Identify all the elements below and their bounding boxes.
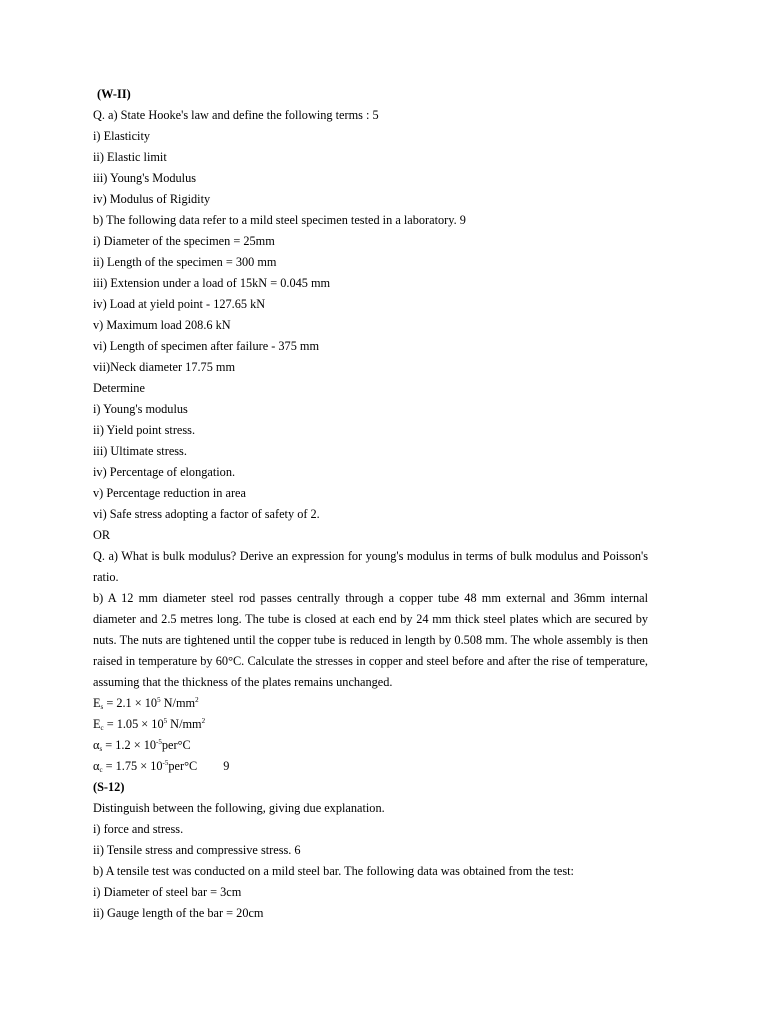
find-item: vi) Safe stress adopting a factor of safety of 2. — [93, 507, 320, 521]
eq-subscript: s — [100, 703, 104, 711]
eq-value: = 1.05 × 10 — [103, 717, 164, 731]
marks-label: 9 — [223, 759, 230, 773]
eq-unit-exponent: 2 — [195, 696, 199, 704]
find-item: iv) Percentage of elongation. — [93, 465, 236, 479]
eq-exponent: 5 — [163, 717, 168, 725]
data-item: v) Maximum load 208.6 kN — [93, 318, 231, 332]
tensile-test-intro: b) A tensile test was conducted on a mild steel bar. The following data was obtained from the test: — [93, 864, 574, 878]
eq-subscript: c — [100, 724, 104, 732]
eq-subscript: c — [99, 766, 103, 774]
data-item: iv) Load at yield point - 127.65 kN — [93, 297, 266, 311]
distinguish-item: ii) Tensile stress and compressive stress. 6 — [93, 843, 301, 857]
eq-unit: per°C — [161, 738, 191, 752]
eq-symbol: α — [93, 738, 100, 752]
equation-alpha-c — [93, 756, 648, 777]
eq-exponent: 5 — [157, 696, 161, 704]
eq-exponent: -5 — [162, 759, 169, 767]
question-2b-line: raised in temperature by 60°C. Calculate the stresses in copper and steel before and after the rise of temperature, — [93, 654, 648, 668]
question-2b-line: diameter and 2.5 metres long. The tube is closed at each end by 24 mm thick steel plates which are secured by — [93, 612, 648, 626]
question-2a-cont: ratio. — [93, 570, 119, 584]
eq-symbol: α — [93, 759, 100, 773]
term-item: iv) Modulus of Rigidity — [93, 192, 211, 206]
equation-alpha-s — [93, 735, 648, 756]
term-item: ii) Elastic limit — [93, 150, 167, 164]
or-separator: OR — [93, 528, 111, 542]
data-item: iii) Extension under a load of 15kN = 0.045 mm — [93, 276, 331, 290]
equation-es — [93, 693, 648, 714]
term-item: i) Elasticity — [93, 129, 151, 143]
eq-value: = 2.1 × 10 — [103, 696, 158, 710]
data-item: i) Diameter of steel bar = 3cm — [93, 885, 242, 899]
find-item: ii) Yield point stress. — [93, 423, 196, 437]
document-page — [93, 84, 648, 924]
distinguish-intro: Distinguish between the following, giving due explanation. — [93, 801, 385, 815]
data-item: ii) Gauge length of the bar = 20cm — [93, 906, 264, 920]
eq-exponent: -5 — [156, 738, 162, 746]
question-2b-line: nuts. The nuts are tightened until the copper tube is reduced in length by 0.508 mm. The whole assembly is then — [93, 633, 648, 647]
eq-symbol: E — [93, 696, 101, 710]
section-heading-w2: (W-II) — [97, 87, 131, 101]
data-item: i) Diameter of the specimen = 25mm — [93, 234, 275, 248]
question-2b-line: assuming that the thickness of the plates remains unchanged. — [93, 675, 393, 689]
eq-unit: N/mm — [160, 696, 196, 710]
question-2a: Q. a) What is bulk modulus? Derive an expression for young's modulus in terms of bulk modulus and Poisson's — [93, 549, 648, 563]
question-1a: Q. a) State Hooke's law and define the following terms : 5 — [93, 108, 379, 122]
question-1b: b) The following data refer to a mild steel specimen tested in a laboratory. 9 — [93, 213, 466, 227]
distinguish-item: i) force and stress. — [93, 822, 184, 836]
find-item: i) Young's modulus — [93, 402, 188, 416]
eq-value: = 1.75 × 10 — [102, 759, 163, 773]
find-item: v) Percentage reduction in area — [93, 486, 246, 500]
eq-subscript: s — [99, 745, 103, 753]
data-item: vii)Neck diameter 17.75 mm — [93, 360, 236, 374]
data-item: vi) Length of specimen after failure - 375 mm — [93, 339, 320, 353]
eq-unit-exponent: 2 — [201, 717, 206, 725]
eq-symbol: E — [93, 717, 101, 731]
find-item: iii) Ultimate stress. — [93, 444, 187, 458]
question-2b-line: b) A 12 mm diameter steel rod passes centrally through a copper tube 48 mm external and 36mm internal — [93, 591, 648, 605]
equation-ec — [93, 714, 648, 735]
eq-unit: N/mm — [167, 717, 202, 731]
section-heading-s12: (S-12) — [93, 780, 125, 794]
term-item: iii) Young's Modulus — [93, 171, 197, 185]
eq-value: = 1.2 × 10 — [102, 738, 157, 752]
data-item: ii) Length of the specimen = 300 mm — [93, 255, 277, 269]
eq-unit: per°C — [168, 759, 198, 773]
determine-label: Determine — [93, 381, 145, 395]
